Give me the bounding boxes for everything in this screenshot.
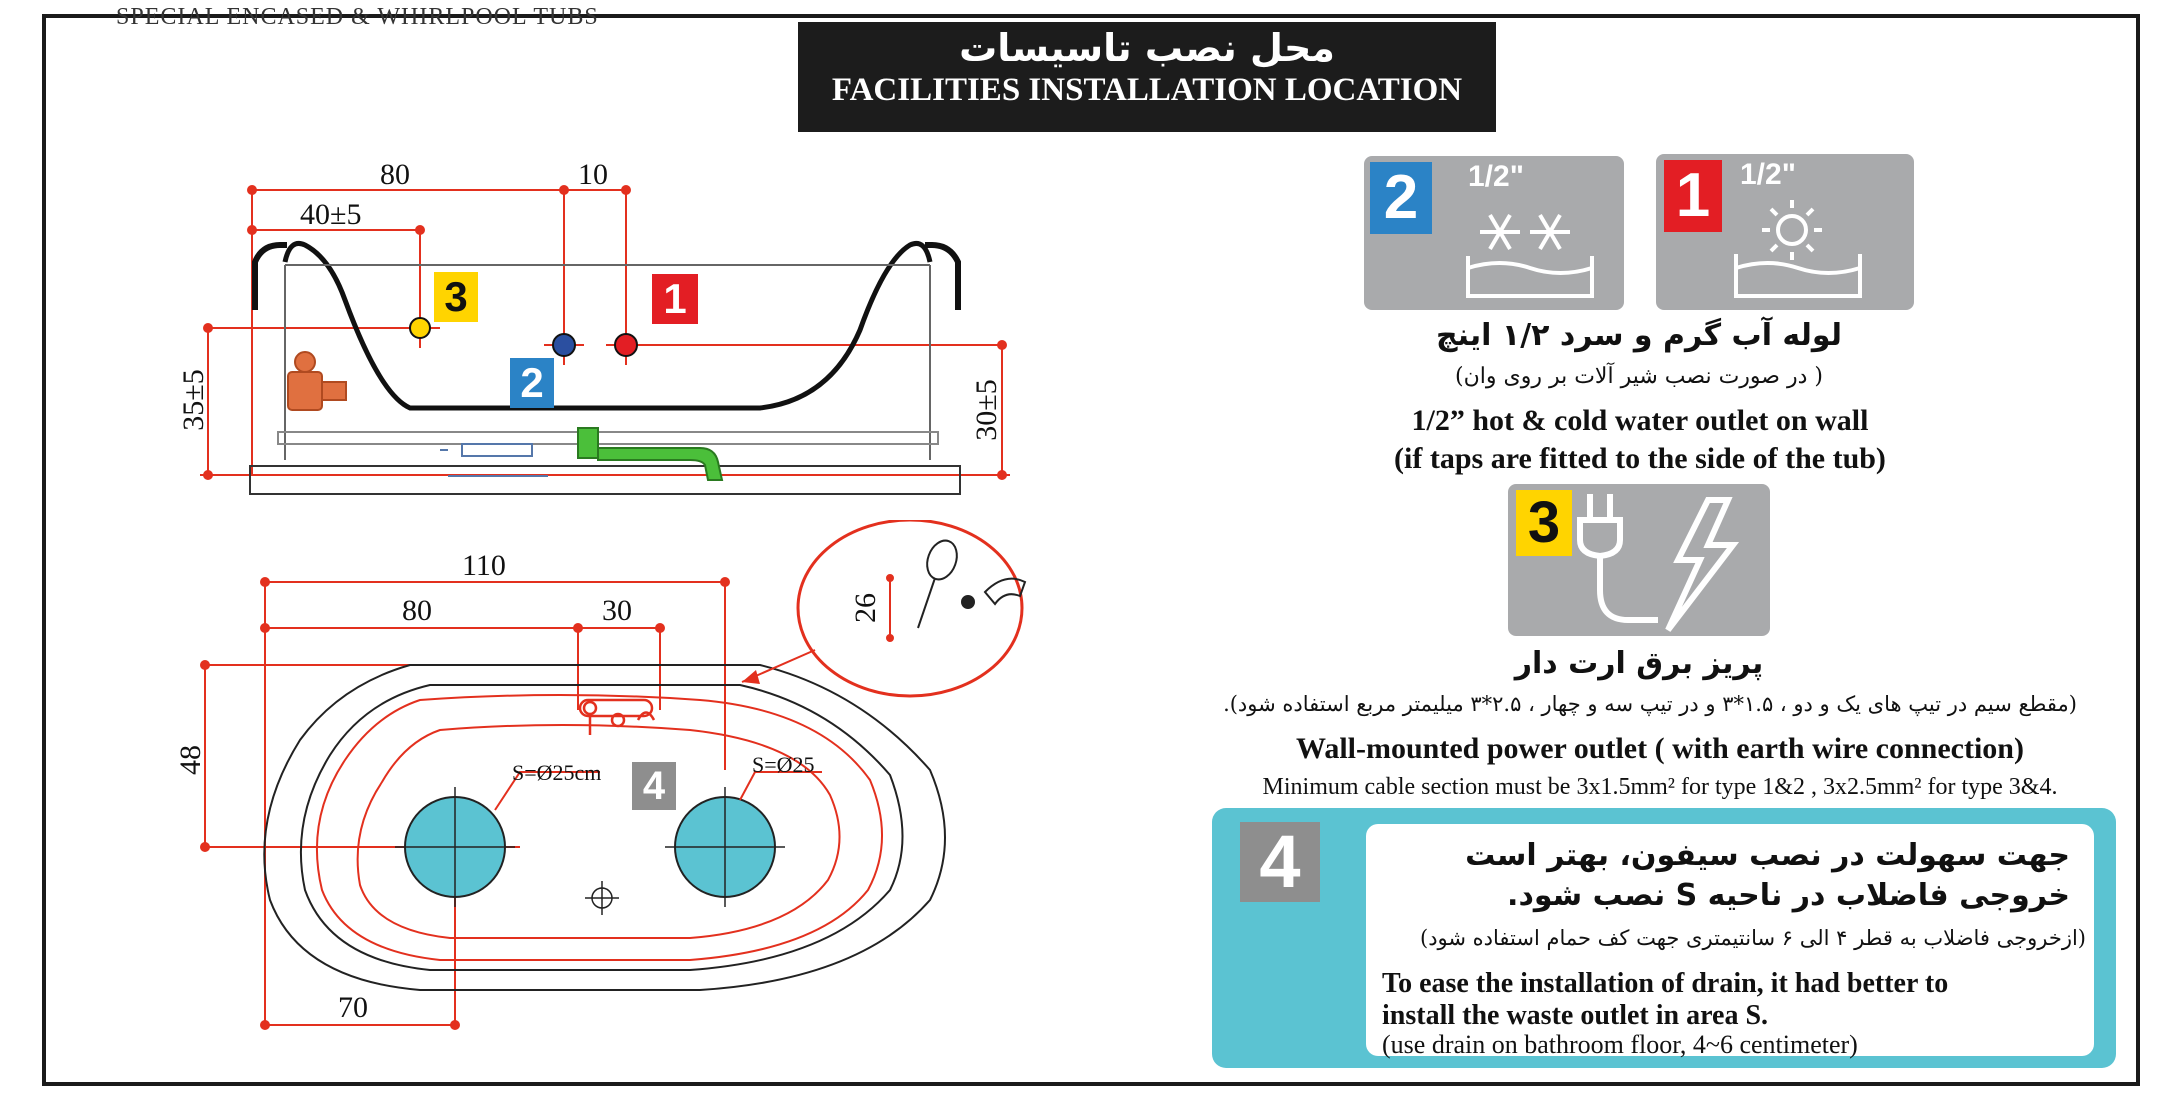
drain-en-line1: To ease the installation of drain, it had better to <box>1382 968 1949 999</box>
dim-right-30: 30±5 <box>970 379 1003 441</box>
hot-outlet-marker <box>615 334 637 356</box>
dim-top-40: 40±5 <box>300 198 362 231</box>
cold-water-icon-box <box>1364 156 1624 310</box>
title-fa: محل نصب تاسیسات <box>959 26 1335 70</box>
power-number: 3 <box>1516 490 1572 556</box>
badge-cold-elevation: 2 <box>510 358 554 408</box>
cold-outlet-marker <box>553 334 575 356</box>
sun-water-icon <box>1732 194 1882 304</box>
dim-plan-26: 26 <box>849 593 882 623</box>
handshower-icon <box>918 536 1025 628</box>
dim-plan-70: 70 <box>338 991 368 1024</box>
dim-top-10: 10 <box>578 158 608 191</box>
center-drain-icon <box>585 881 619 915</box>
dim-left-35: 35±5 <box>177 369 210 431</box>
drain-fa-line1: جهت سهولت در نصب سیفون، بهتر است <box>1465 838 2070 873</box>
power-outlet-marker <box>410 318 430 338</box>
faucet-rim-icon <box>580 700 654 735</box>
power-icon-box <box>1508 484 1770 636</box>
snowflake-water-icon <box>1460 196 1610 306</box>
dim-plan-80: 80 <box>402 594 432 627</box>
cold-water-size: 1/2" <box>1468 160 1524 193</box>
drain-panel <box>1212 808 2116 1068</box>
water-fa-note: ( در صورت نصب شیر آلات بر روی وان) <box>1455 364 1823 389</box>
water-en-note: (if taps are fitted to the side of the tub) <box>1394 442 1886 475</box>
power-fa-title: پریز برق ارت دار <box>1514 646 1764 681</box>
hot-water-icon-box <box>1656 154 1914 310</box>
drain-text-box <box>1366 824 2094 1059</box>
dim-plan-30: 30 <box>602 594 632 627</box>
outlet-left-label: S=Ø25cm <box>512 760 602 785</box>
drain-number: 4 <box>1240 822 1320 902</box>
drain-fa-note: (ازخروجی فاضلاب به قطر ۴ الی ۶ سانتیمتری جهت کف حمام استفاده شود) <box>1420 926 2086 950</box>
detail-circle <box>798 520 1022 696</box>
water-fa-title: لوله آب گرم و سرد ۱/۲ اینچ <box>1436 318 1842 353</box>
tub-elevation-diagram <box>0 0 1100 520</box>
drain-en-note: (use drain on bathroom floor, 4~6 centimeter) <box>1382 1030 1858 1059</box>
hot-water-size: 1/2" <box>1740 158 1796 191</box>
power-en-title: Wall-mounted power outlet ( with earth wire connection) <box>1296 732 2024 765</box>
header-note: SPECIAL ENCASED & WHIRLPOOL TUBS <box>116 4 599 30</box>
power-en-note: Minimum cable section must be 3x1.5mm² for type 1&2 , 3x2.5mm² for type 3&4. <box>1262 774 2058 800</box>
outlet-right-label: S=Ø25 <box>752 752 815 777</box>
badge-power-elevation: 3 <box>434 272 478 322</box>
tub-plan-diagram <box>0 520 1100 1040</box>
hot-water-number: 1 <box>1664 160 1722 232</box>
dim-plan-48: 48 <box>174 745 207 775</box>
drain-en-line2: install the waste outlet in area S. <box>1382 1000 1769 1031</box>
drain-fa-line2: خروجی فاضلاب در ناحیه S نصب شود. <box>1507 878 2070 913</box>
power-fa-note: (مقطع سیم در تیپ های یک و دو ، ۱.۵*۳ و در تیپ سه و چهار ، ۲.۵*۳ میلیمتر مربع استفاده شود). <box>1223 692 2077 716</box>
cold-water-number: 2 <box>1370 162 1432 234</box>
badge-drain-plan: 4 <box>632 762 676 810</box>
plug-lightning-icon <box>1568 490 1768 634</box>
badge-hot-elevation: 1 <box>652 274 698 324</box>
dim-top-80: 80 <box>380 158 410 191</box>
water-en-title: 1/2” hot & cold water outlet on wall <box>1411 404 1869 437</box>
title-en: FACILITIES INSTALLATION LOCATION <box>831 72 1463 108</box>
dim-plan-110: 110 <box>462 549 506 582</box>
